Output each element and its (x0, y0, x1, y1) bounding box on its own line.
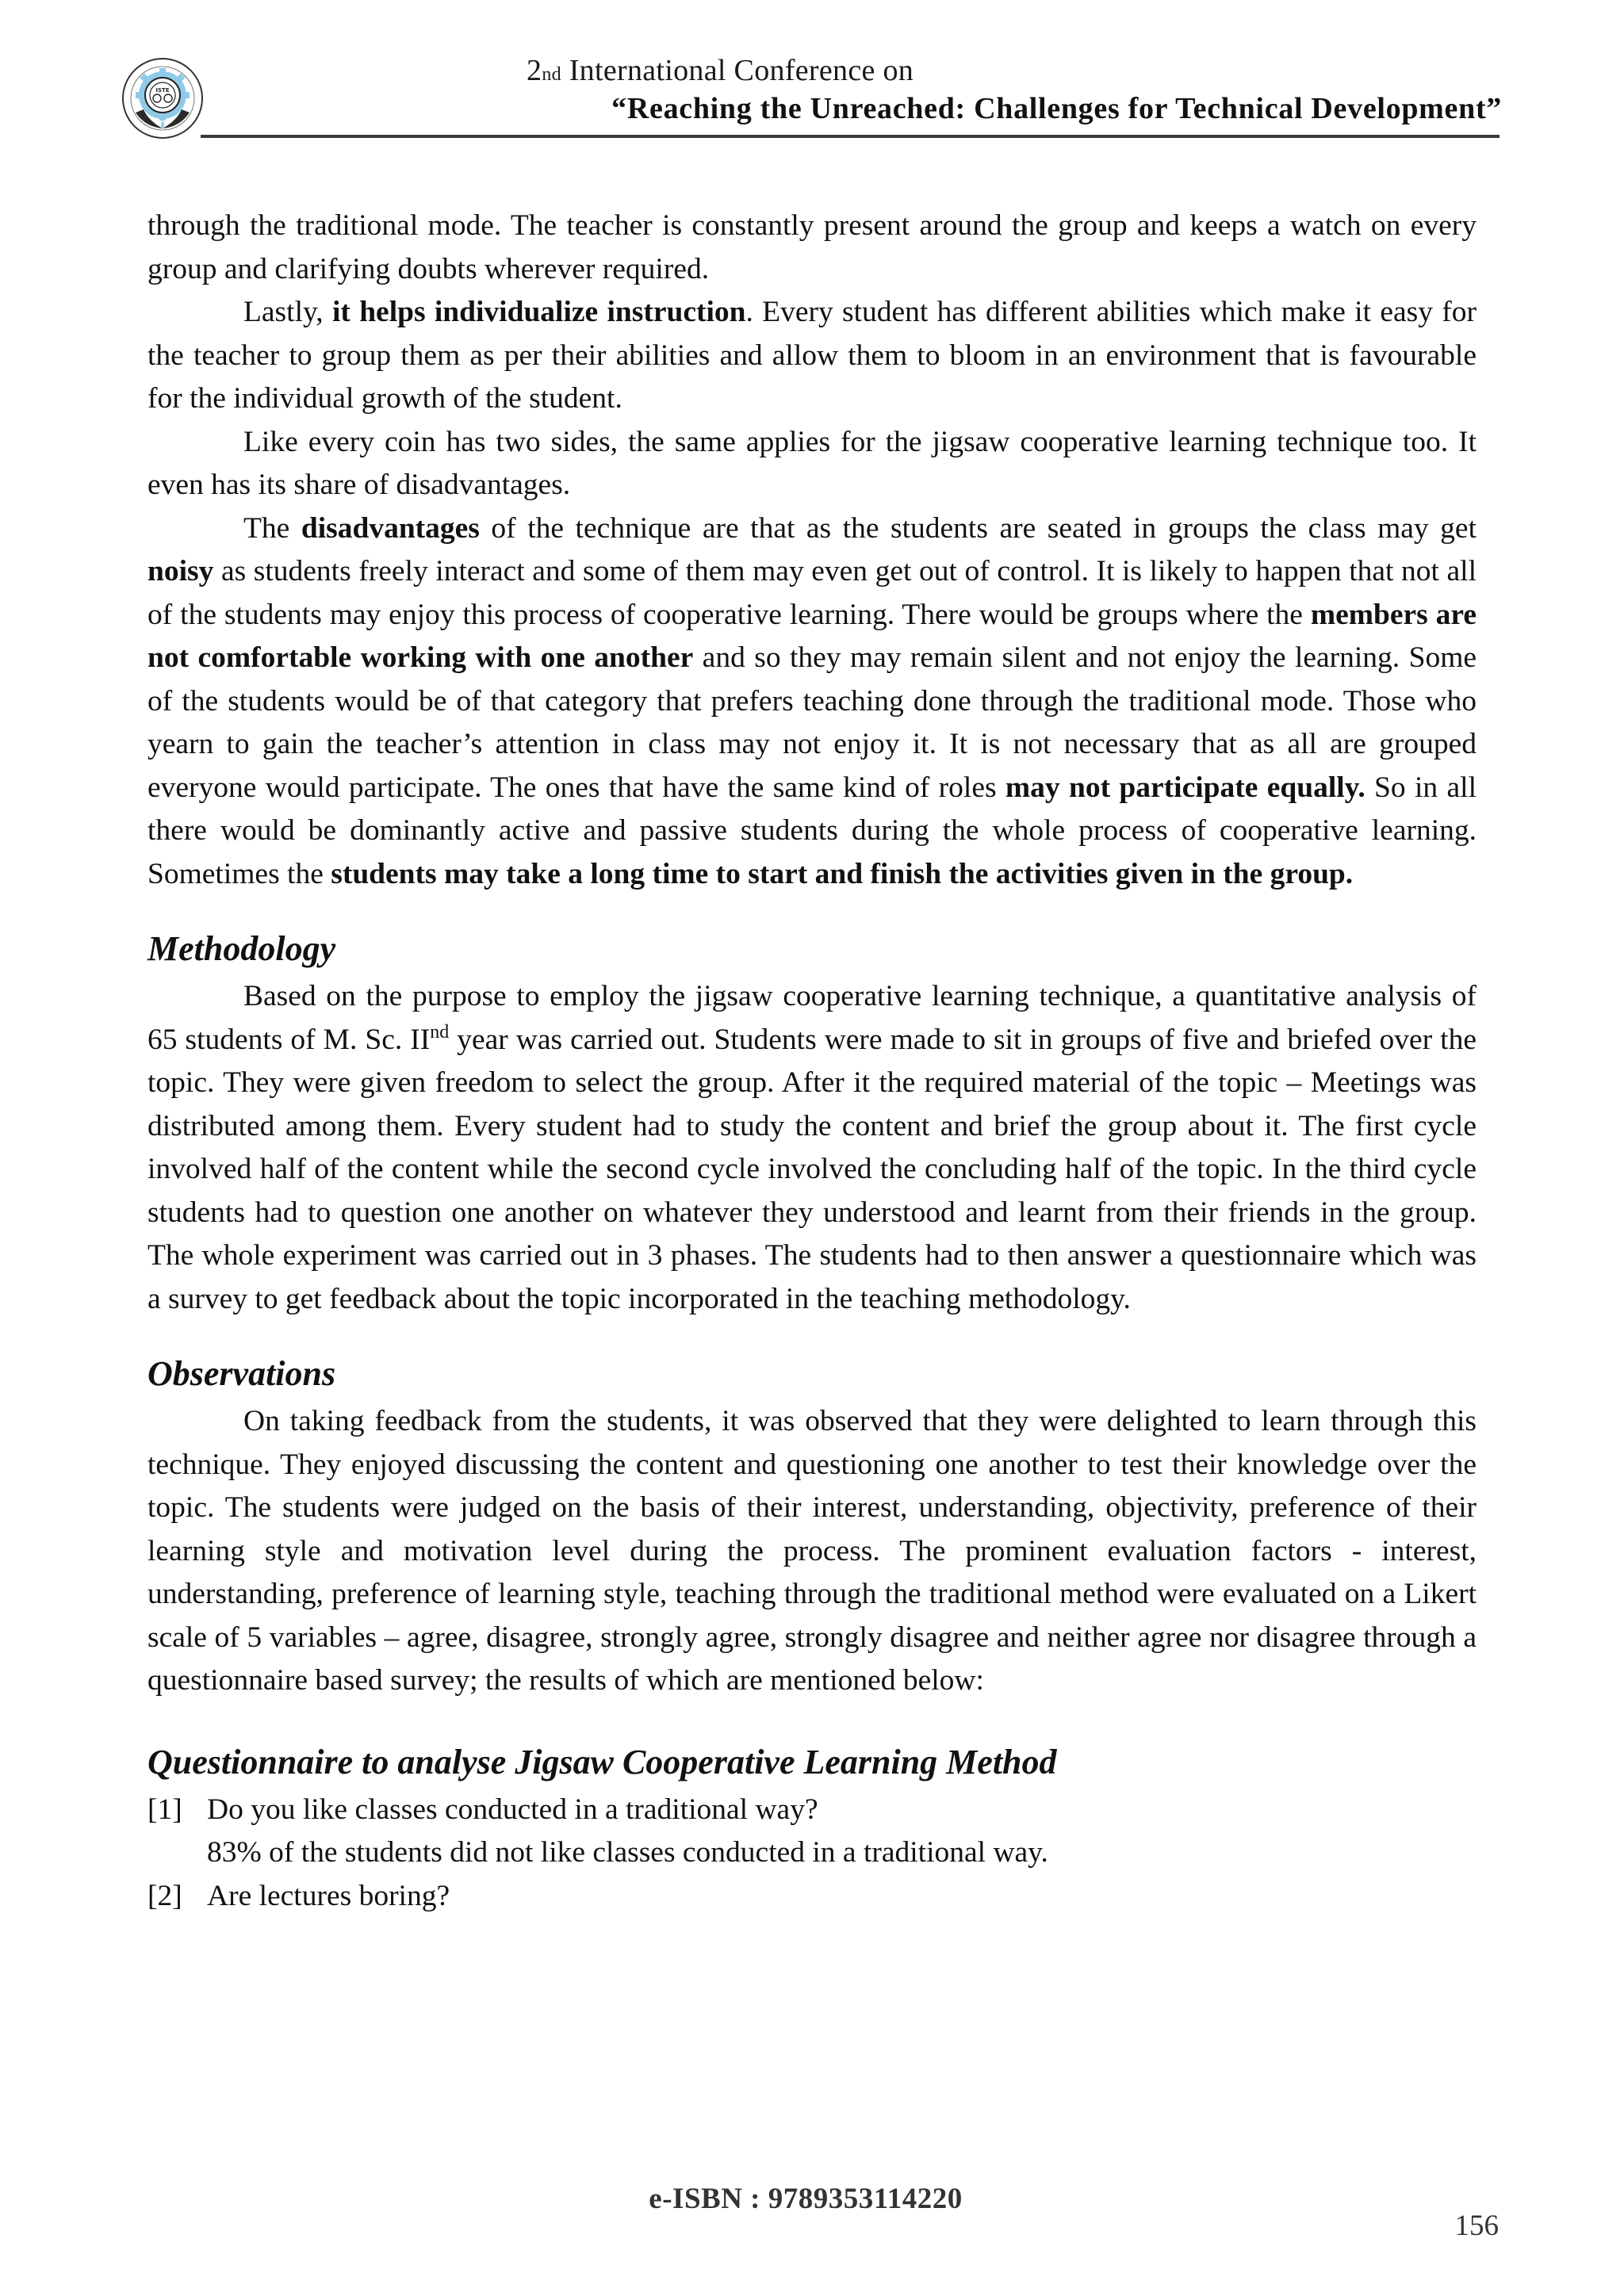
page-number: 156 (1454, 2210, 1499, 2242)
text-run: year was carried out. Students were made to sit in groups of five and briefed over the topic. They were given freedom to select the group. After it the required material of the topic – Meetings was distributed among them. Every student had to study the content and brief the group about it. The first cycle involved half of the content while the second cycle involved the concluding half of the topic. In the third cycle students had to question one another on whatever they understood and learnt from their friends in the group. The whole experiment was carried out in 3 phases. The students had to then answer a questionnaire which was a survey to get feedback about the topic incorporated in the teaching methodology. (147, 1023, 1477, 1315)
paragraph-disadvantages (147, 507, 1477, 897)
conference-title: “Reaching the Unreached: Challenges for Technical Development” (611, 92, 1502, 125)
page-body (147, 205, 1477, 1918)
paragraph-two-sides: Like every coin has two sides, the same applies for the jigsaw cooperative learning technique too. It even has its share of disadvantages. (147, 425, 1477, 501)
conference-name (527, 52, 1502, 93)
superscript: nd (430, 1021, 450, 1043)
page-header (0, 0, 1624, 143)
bold-run: disadvantages (301, 511, 480, 545)
text-run: . Every student has different abilities which make it easy for the teacher to group them as per their abilities and allow them to bloom in an environment that is favourable for the individual growth of the student. (147, 296, 1477, 415)
question-number: [1] (147, 1793, 182, 1826)
isbn-text: e-ISBN : 9789353114220 (649, 2183, 963, 2215)
paragraph-methodology (147, 975, 1477, 1321)
text-run: and so they may remain silent and not enjoy the learning. Some of the students would be of that category that prefers teaching done through the traditional mode. Those who yearn to gain the teacher’s attention in class may not enjoy it. It is not necessary that as all are grouped everyone would participate. The ones that have the same kind of roles (147, 641, 1477, 804)
question-number: [2] (147, 1879, 182, 1912)
text-run: The (243, 511, 301, 545)
footer-isbn (0, 2182, 1624, 2216)
questionnaire-item (147, 1789, 1477, 1832)
conference-emblem-graphic (121, 57, 204, 140)
conference-header (527, 52, 1502, 125)
svg-text:ISTE: ISTE (155, 87, 170, 94)
section-heading-methodology: Methodology (147, 929, 336, 968)
header-divider (201, 135, 1500, 138)
conference-line-text: International Conference on (561, 54, 914, 87)
bold-run: noisy (147, 555, 214, 587)
question-text: Do you like classes conducted in a traditional way? (207, 1793, 818, 1826)
conference-ordinal-suffix: nd (542, 64, 561, 85)
section-heading-observations: Observations (147, 1354, 336, 1393)
question-answer: 83% of the students did not like classes conducted in a traditional way. (207, 1836, 1048, 1869)
conference-emblem-icon (121, 57, 204, 140)
text-run: So in all there would be dominantly active and passive students during the whole process of cooperative learning. Sometimes the (147, 771, 1477, 890)
bold-run: may not participate equally. (1005, 771, 1365, 804)
bold-run: students may take a long time to start and finish the activities given in the group. (331, 857, 1354, 890)
paragraph-individualize (147, 291, 1477, 421)
text-run: as students freely interact and some of them may even get out of control. It is likely to happen that not all of the students may enjoy this process of cooperative learning. There would be groups where the (147, 555, 1477, 631)
question-text: Are lectures boring? (207, 1879, 450, 1912)
text-run: Based on the purpose to employ the jigsaw cooperative learning technique, a quantitative analysis of 65 students of M. Sc. II (147, 980, 1477, 1056)
questionnaire-list (147, 1789, 1477, 1919)
bold-run: it helps individualize instruction (331, 296, 746, 328)
bold-run: members are not comfortable working with one another (147, 598, 1477, 674)
section-heading-questionnaire: Questionnaire to analyse Jigsaw Cooperative Learning Method (147, 1742, 1057, 1781)
paragraph-continuation: through the traditional mode. The teacher is constantly present around the group and keeps a watch on every group and clarifying doubts wherever required. (147, 209, 1477, 285)
text-run: of the technique are that as the students are seated in groups the class may get (479, 511, 1477, 545)
text-run: Lastly, (243, 296, 332, 328)
paragraph-observations: On taking feedback from the students, it was observed that they were delighted to learn through this technique. They enjoyed discussing the content and questioning one another to test their knowledge over the topic. The students were judged on the basis of their interest, understanding, objectivity, preference of their learning style and motivation level during the process. The prominent evaluation factors - interest, understanding, preference of learning style, teaching through the traditional method were evaluated on a Likert scale of 5 variables – agree, disagree, strongly agree, strongly disagree and neither agree nor disagree through a questionnaire based survey; the results of which are mentioned below: (147, 1405, 1477, 1697)
questionnaire-item (147, 1875, 1477, 1919)
conference-ordinal-number: 2 (527, 54, 542, 87)
